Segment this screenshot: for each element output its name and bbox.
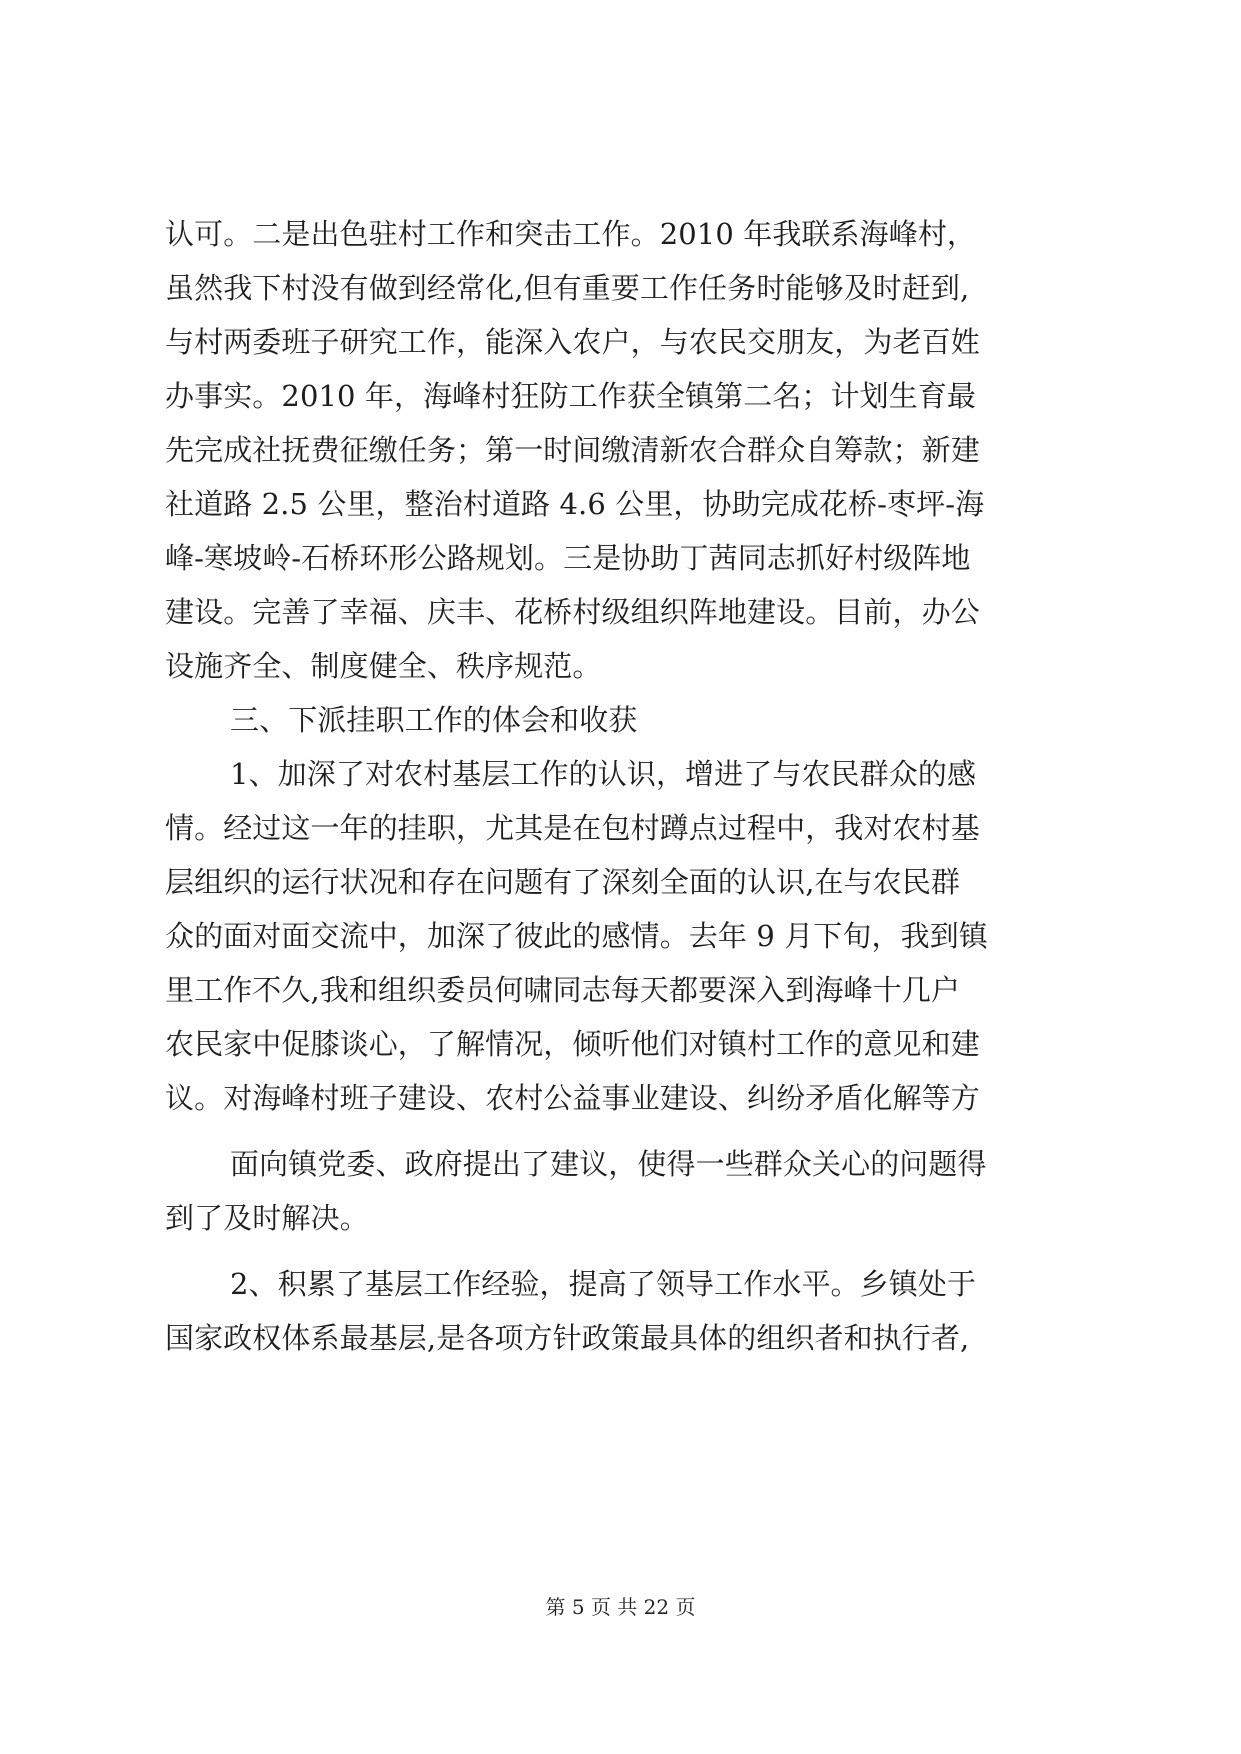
paragraph-line: 议。对海峰村班子建设、农村公益事业建设、纠纷矛盾化解等方 bbox=[165, 1081, 980, 1115]
paragraph-line: 峰-寒坡岭-石桥环形公路规划。三是协助丁茜同志抓好村级阵地 bbox=[165, 541, 971, 575]
paragraph-line: 2、积累了基层工作经验，提高了领导工作水平。乡镇处于 bbox=[230, 1267, 977, 1301]
paragraph-line: 众的面对面交流中，加深了彼此的感情。去年 9 月下旬，我到镇 bbox=[165, 919, 988, 953]
paragraph-line: 农民家中促膝谈心，了解情况，倾听他们对镇村工作的意见和建 bbox=[165, 1027, 980, 1061]
paragraph-line: 与村两委班子研究工作，能深入农户，与农民交朋友，为老百姓 bbox=[165, 325, 980, 359]
paragraph-line: 国家政权体系最基层,是各项方针政策最具体的组织者和执行者, bbox=[165, 1321, 970, 1355]
section-heading: 三、下派挂职工作的体会和收获 bbox=[230, 703, 638, 737]
paragraph-line: 里工作不久,我和组织委员何啸同志每天都要深入到海峰十几户 bbox=[165, 973, 961, 1007]
paragraph-line: 认可。二是出色驻村工作和突击工作。2010 年我联系海峰村， bbox=[165, 217, 977, 251]
paragraph-line: 面向镇党委、政府提出了建议，使得一些群众关心的问题得 bbox=[230, 1147, 987, 1181]
paragraph-line: 办事实。2010 年，海峰村狂防工作获全镇第二名；计划生育最 bbox=[165, 379, 977, 413]
paragraph-line: 先完成社抚费征缴任务；第一时间缴清新农合群众自筹款；新建 bbox=[165, 433, 980, 467]
paragraph-line: 1、加深了对农村基层工作的认识，增进了与农民群众的感 bbox=[230, 757, 977, 791]
paragraph-line: 情。经过这一年的挂职，尤其是在包村蹲点过程中，我对农村基 bbox=[165, 811, 980, 845]
paragraph-line: 设施齐全、制度健全、秩序规范。 bbox=[165, 649, 602, 683]
paragraph-line: 建设。完善了幸福、庆丰、花桥村级组织阵地建设。目前，办公 bbox=[165, 595, 980, 629]
paragraph-line: 虽然我下村没有做到经常化,但有重要工作任务时能够及时赶到, bbox=[165, 271, 970, 305]
page-number-footer: 第 5 页 共 22 页 bbox=[545, 1595, 696, 1619]
paragraph-line: 到了及时解决。 bbox=[165, 1201, 369, 1235]
paragraph-line: 社道路 2.5 公里，整治村道路 4.6 公里，协助完成花桥-枣坪-海 bbox=[165, 487, 985, 521]
paragraph-line: 层组织的运行状况和存在问题有了深刻全面的认识,在与农民群 bbox=[165, 865, 961, 899]
